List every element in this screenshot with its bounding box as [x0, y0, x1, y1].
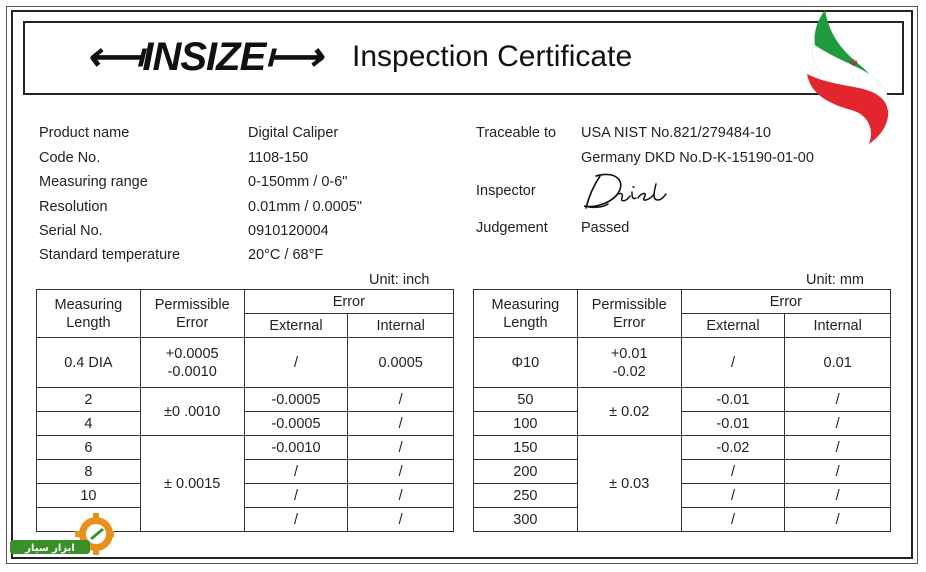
- inch-header-permissible: Permissible Error: [140, 290, 244, 338]
- inch-row-length: 10: [37, 484, 141, 508]
- inch-row-external: /: [244, 484, 348, 508]
- inch-row-internal: /: [348, 388, 454, 412]
- inch-row-length: 4: [37, 412, 141, 436]
- page-title: Inspection Certificate: [352, 40, 633, 73]
- inch-dia-external: /: [244, 338, 348, 388]
- inch-row-external: -0.0010: [244, 436, 348, 460]
- label-resolution: Resolution: [39, 199, 108, 215]
- value-resolution: 0.01mm / 0.0005": [248, 199, 362, 215]
- badge-text: ابزار سیار: [25, 543, 75, 554]
- mm-header-permissible: Permissible Error: [577, 290, 681, 338]
- mm-dia-internal: 0.01: [785, 338, 891, 388]
- label-serial-no: Serial No.: [39, 223, 103, 239]
- mm-row-internal: /: [785, 484, 891, 508]
- mm-row-external: /: [681, 460, 785, 484]
- inch-header-external: External: [244, 314, 348, 338]
- table-row: [474, 460, 891, 484]
- mm-row-external: /: [681, 508, 785, 532]
- inch-row-length: 2: [37, 388, 141, 412]
- inch-group-b-permissible: ± 0.0015: [140, 436, 244, 532]
- inch-row-external: /: [244, 460, 348, 484]
- inch-row-external: -0.0005: [244, 412, 348, 436]
- label-inspector: Inspector: [476, 183, 536, 199]
- inch-header-internal: Internal: [348, 314, 454, 338]
- unit-mm-label: Unit: mm: [806, 272, 864, 288]
- mm-dia-external: /: [681, 338, 785, 388]
- label-measuring-range: Measuring range: [39, 174, 148, 190]
- inch-row-internal: /: [348, 484, 454, 508]
- value-traceable-line2: Germany DKD No.D-K-15190-01-00: [581, 150, 814, 166]
- value-product-name: Digital Caliper: [248, 125, 339, 141]
- mm-row-external: -0.02: [681, 436, 785, 460]
- mm-dia-length: Φ10: [474, 338, 578, 388]
- inch-header-error: Error: [244, 290, 453, 314]
- inch-row-internal: /: [348, 436, 454, 460]
- inch-row-internal: /: [348, 412, 454, 436]
- inch-row-external: -0.0005: [244, 388, 348, 412]
- table-row: [37, 436, 454, 460]
- table-row: [474, 412, 891, 436]
- inch-row-internal: /: [348, 508, 454, 532]
- table-row: [474, 388, 891, 412]
- mm-dia-permissible: +0.01 -0.02: [577, 338, 681, 388]
- inch-error-table: [36, 289, 454, 532]
- table-row: [37, 484, 454, 508]
- brand-logo: ⟻INSIZE⟼: [86, 35, 322, 79]
- mm-row-length: 200: [474, 460, 578, 484]
- mm-header-length: Measuring Length: [474, 290, 578, 338]
- mm-row-internal: /: [785, 460, 891, 484]
- header-left-rule: [23, 21, 25, 93]
- value-standard-temperature: 20°C / 68°F: [248, 247, 324, 263]
- mm-row-length: 150: [474, 436, 578, 460]
- label-product-name: Product name: [39, 125, 130, 141]
- mm-group-a-permissible: ± 0.02: [577, 388, 681, 436]
- value-judgement: Passed: [581, 220, 630, 236]
- gear-badge-icon: [10, 512, 114, 558]
- table-row: [37, 460, 454, 484]
- flag-ribbon-icon: [803, 4, 903, 144]
- inch-dia-length: 0.4 DIA: [37, 338, 141, 388]
- mm-header-internal: Internal: [785, 314, 891, 338]
- mm-row-length: 300: [474, 508, 578, 532]
- mm-row-external: -0.01: [681, 388, 785, 412]
- mm-row-internal: /: [785, 436, 891, 460]
- value-serial-no: 0910120004: [248, 223, 329, 239]
- inch-dia-permissible: +0.0005 -0.0010: [140, 338, 244, 388]
- inspector-signature: [578, 168, 670, 214]
- inch-row-length: 8: [37, 460, 141, 484]
- inch-row-internal: /: [348, 460, 454, 484]
- mm-group-b-permissible: ± 0.03: [577, 436, 681, 532]
- mm-header-external: External: [681, 314, 785, 338]
- flag-emblem-icon: ☫: [849, 58, 858, 69]
- header-top-rule: [23, 21, 904, 23]
- value-code-no: 1108-150: [248, 150, 309, 166]
- table-row: [474, 484, 891, 508]
- mm-row-length: 100: [474, 412, 578, 436]
- unit-inch-label: Unit: inch: [369, 272, 430, 288]
- mm-row-external: -0.01: [681, 412, 785, 436]
- mm-row-length: 250: [474, 484, 578, 508]
- label-judgement: Judgement: [476, 220, 548, 236]
- table-row: [37, 388, 454, 412]
- mm-row-length: 50: [474, 388, 578, 412]
- mm-row-internal: /: [785, 412, 891, 436]
- table-row: [37, 412, 454, 436]
- label-traceable-to: Traceable to: [476, 125, 557, 141]
- label-code-no: Code No.: [39, 150, 101, 166]
- value-measuring-range: 0-150mm / 0-6": [248, 174, 348, 190]
- header-bottom-rule: [23, 93, 904, 95]
- mm-row-external: /: [681, 484, 785, 508]
- inch-row-external: /: [244, 508, 348, 532]
- table-row: [474, 508, 891, 532]
- table-row: [474, 436, 891, 460]
- inch-row-length: 6: [37, 436, 141, 460]
- inch-header-length: Measuring Length: [37, 290, 141, 338]
- inch-group-a-permissible: ±0 .0010: [140, 388, 244, 436]
- mm-row-internal: /: [785, 388, 891, 412]
- mm-header-error: Error: [681, 290, 890, 314]
- label-standard-temperature: Standard temperature: [39, 247, 181, 263]
- mm-error-table: [473, 289, 891, 532]
- inch-dia-internal: 0.0005: [348, 338, 454, 388]
- value-traceable-line1: USA NIST No.821/279484-10: [581, 125, 771, 141]
- mm-row-internal: /: [785, 508, 891, 532]
